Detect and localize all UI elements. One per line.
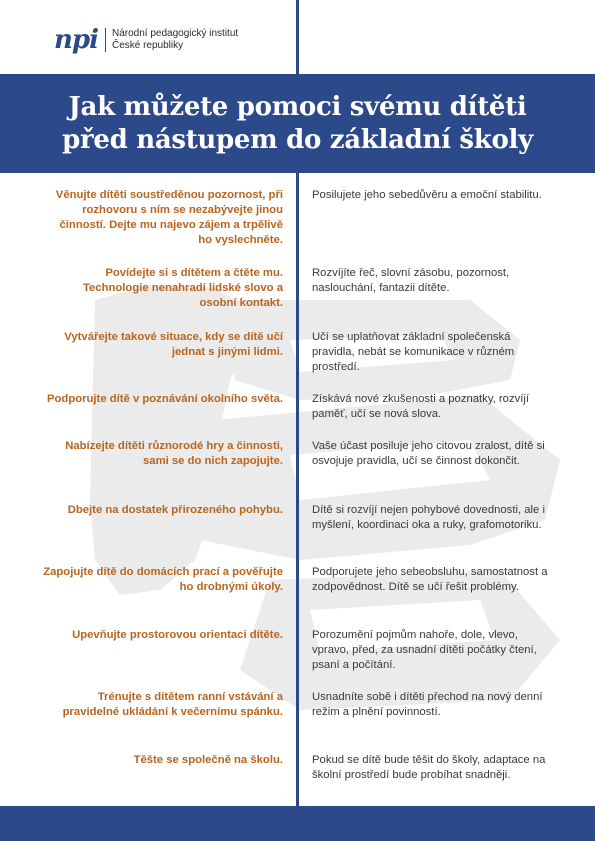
logo-line-1: Národní pedagogický institut [111, 28, 239, 39]
benefit-text: Rozvíjíte řeč, slovní zásobu, pozornost, naslouchání, fantazii dítěte. [312, 267, 510, 294]
logo-mark: npi [54, 25, 98, 55]
advice-text: Trénujte s dítětem ranní vstávání a pravidelné ukládání k večernímu spánku. [62, 691, 283, 718]
footer-bar [0, 806, 595, 841]
logo-institute-name [112, 28, 238, 52]
advice-text: Nabízejte dítěti různorodé hry a činnosti, sami se do nich zapojujte. [65, 440, 283, 467]
benefit-text: Porozumění pojmům nahoře, dole, vlevo, vpravo, před, za usnadní dítěti počátky čtení, psaní a počítání. [312, 629, 537, 671]
advice-text: Upevňujte prostorovou orientaci dítěte. [72, 629, 283, 641]
page-title [62, 91, 533, 157]
advice-text: Zapojujte dítě do domácích prací a pověřujte ho drobnými úkoly. [43, 566, 283, 593]
logo-line-2: České republiky [111, 40, 184, 51]
benefit-text: Učí se uplatňovat základní společenská pravidla, nebát se komunikace v různém prostředí. [312, 331, 515, 373]
logo-separator [105, 28, 106, 52]
advice-text: Povídejte si s dítětem a čtěte mu. Technologie nenahradí lidské slovo a osobní kontakt. [82, 267, 283, 309]
title-banner [0, 74, 595, 173]
benefit-text: Podporujete jeho sebeobsluhu, samostatnost a zodpovědnost. Dítě se učí řešit problémy. [312, 566, 548, 593]
advice-text: Věnujte dítěti soustředěnou pozornost, při rozhovoru s ním se nezabývejte jinou činností. Dejte mu najevo zájem a trpělivě ho vyslechněte. [55, 189, 283, 246]
advice-text: Vytvářejte takové situace, kdy se dítě učí jednat s jinými lidmi. [64, 331, 283, 358]
benefit-text: Pokud se dítě bude těšit do školy, adaptace na školní prostředí bude probíhat snadněji. [312, 754, 546, 781]
advice-text: Dbejte na dostatek přirozeného pohybu. [67, 504, 283, 516]
benefit-text: Vaše účast posiluje jeho citovou zralost, dítě si osvojuje pravidla, učí se činnost dokončit. [312, 440, 545, 467]
benefit-text: Posilujete jeho sebedůvěru a emoční stabilitu. [312, 189, 542, 201]
title-line-1: Jak můžete pomoci svému dítěti [68, 91, 527, 122]
benefit-text: Získává nové zkušenosti a poznatky, rozvíjí paměť, učí se nová slova. [312, 393, 530, 420]
npi-logo [54, 25, 238, 55]
advice-text: Podporujte dítě v poznávání okolního světa. [46, 393, 283, 405]
benefit-text: Usnadníte sobě i dítěti přechod na nový denní režim a plnění povinností. [312, 691, 543, 718]
advice-text: Těšte se společně na školu. [133, 754, 283, 766]
title-line-2: před nástupem do základní školy [62, 124, 533, 155]
benefit-text: Dítě si rozvíjí nejen pohybové dovednosti, ale i myšlení, koordinaci oka a ruky, grafomotoriku. [312, 504, 545, 531]
